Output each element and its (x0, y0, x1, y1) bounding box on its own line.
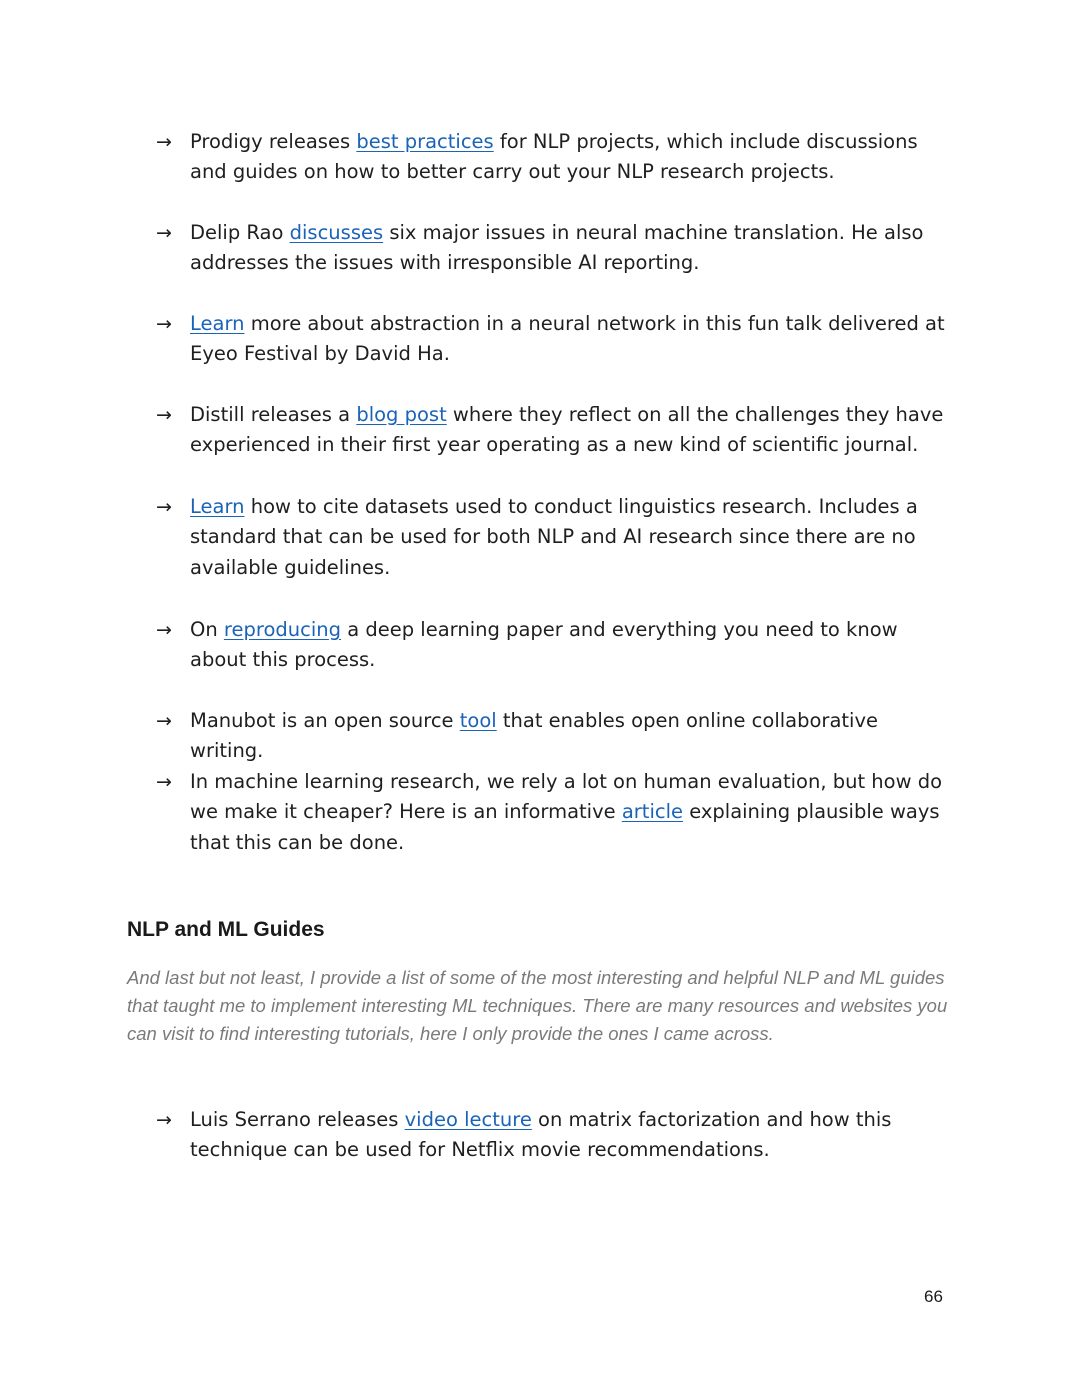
list-item-text: Luis Serrano releases video lecture on matrix factorization and how this technique can be used for Netflix movie recommendations. (190, 1108, 892, 1162)
arrow-bullet-icon: → (156, 1109, 172, 1131)
list-item-text: Prodigy releases best practices for NLP projects, which include discussions and guides on how to better carry out your NLP research projects. (190, 130, 918, 184)
list-item-text: Learn how to cite datasets used to conduct linguistics research. Includes a standard that can be used for both NLP and AI research since there are no available guidelines. (190, 495, 918, 579)
tool-link[interactable]: tool (459, 709, 497, 732)
arrow-bullet-icon: → (156, 313, 172, 335)
arrow-bullet-icon: → (156, 404, 172, 426)
list-item (156, 400, 956, 461)
reproducing-link[interactable]: reproducing (223, 618, 342, 641)
list-item (156, 492, 956, 583)
list-item-text: On reproducing a deep learning paper and everything you need to know about this process. (190, 618, 898, 672)
discusses-link[interactable]: discusses (289, 221, 384, 244)
blog-post-link[interactable]: blog post (356, 403, 447, 426)
arrow-bullet-icon: → (156, 771, 172, 793)
list-item-text: Learn more about abstraction in a neural network in this fun talk delivered at Eyeo Festival by David Ha. (190, 312, 945, 366)
arrow-bullet-icon: → (156, 619, 172, 641)
list-item-text: Manubot is an open source tool that enables open online collaborative writing. (190, 709, 878, 763)
video-lecture-link[interactable]: video lecture (404, 1108, 532, 1131)
arrow-bullet-icon: → (156, 496, 172, 518)
list-item (156, 309, 956, 370)
list-item-text: Delip Rao discusses six major issues in neural machine translation. He also addresses the issues with irresponsible AI reporting. (190, 221, 924, 275)
page-number: 66 (924, 1287, 943, 1306)
list-item-text: In machine learning research, we rely a lot on human evaluation, but how do we make it cheaper? Here is an informative article explaining plausible ways that this can be done. (190, 770, 943, 854)
best-practices-link[interactable]: best practices (356, 130, 494, 153)
section-heading: NLP and ML Guides (127, 918, 325, 941)
arrow-bullet-icon: → (156, 222, 172, 244)
list-item (156, 615, 956, 676)
list-item (156, 1105, 956, 1166)
section-intro: And last but not least, I provide a list of some of the most interesting and helpful NLP and ML guides that taught me to implement interesting ML techniques. There are many resources and websites you can visit to find interesting tutorials, here I only provide the ones I came across. (127, 967, 948, 1044)
list-item (156, 767, 956, 858)
list-item (156, 127, 956, 188)
learn-abstraction-link[interactable]: Learn (190, 312, 245, 335)
list-item (156, 706, 956, 767)
arrow-bullet-icon: → (156, 131, 172, 153)
learn-cite-datasets-link[interactable]: Learn (190, 495, 245, 518)
list-item-text: Distill releases a blog post where they reflect on all the challenges they have experienced in their first year operating as a new kind of scientific journal. (190, 403, 944, 457)
list-item (156, 218, 956, 279)
article-link[interactable]: article (621, 800, 683, 824)
arrow-bullet-icon: → (156, 710, 172, 732)
